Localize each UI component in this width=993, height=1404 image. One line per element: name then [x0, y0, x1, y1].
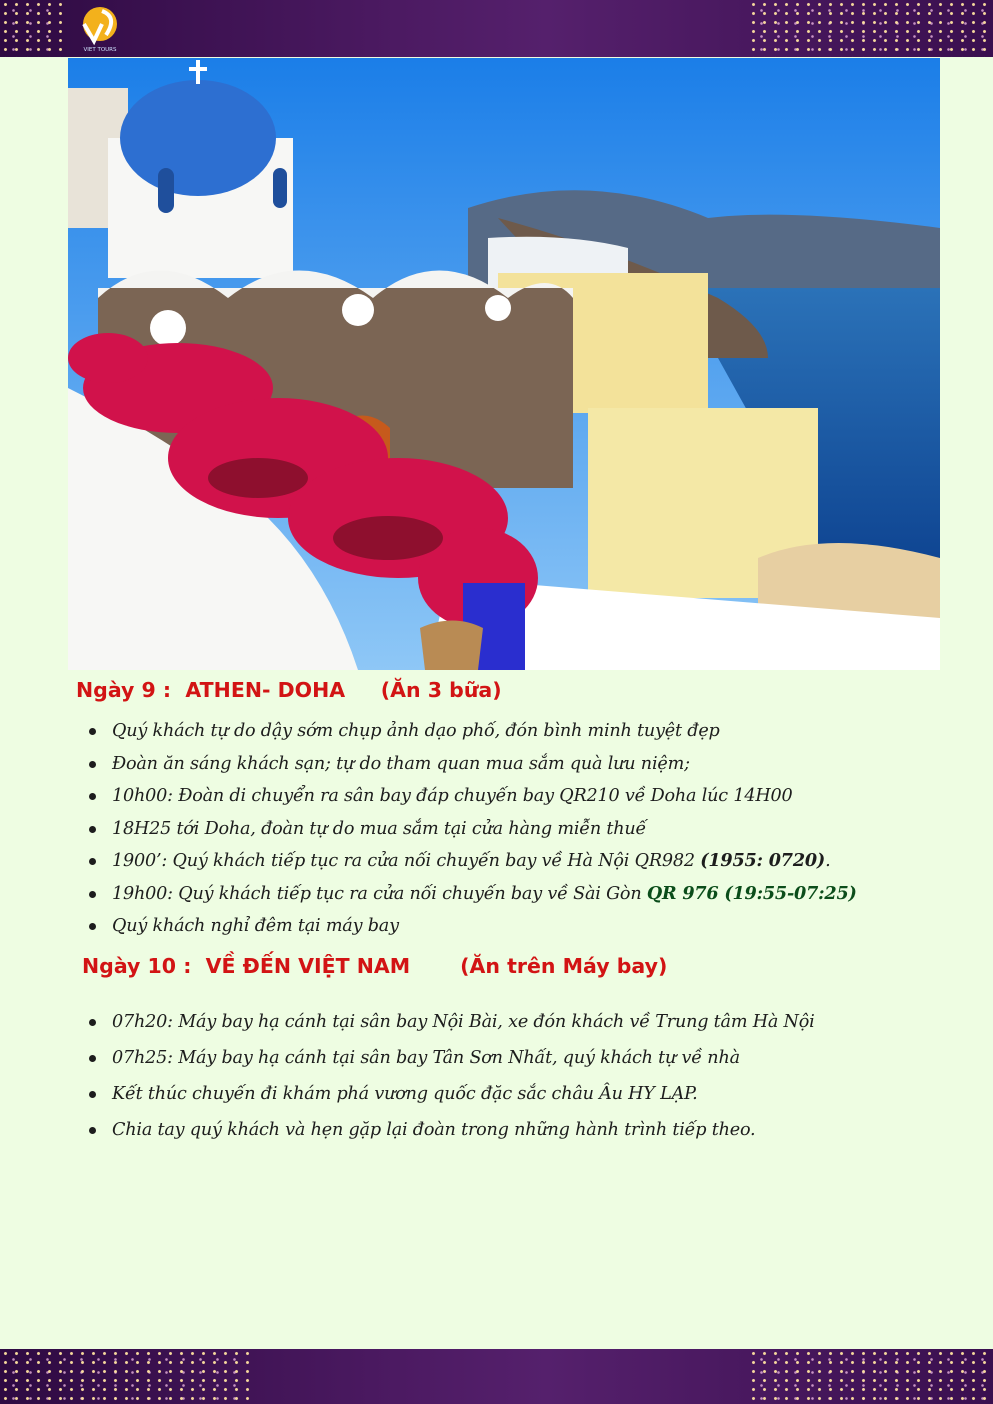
list-item	[84, 845, 857, 878]
string-lights-right	[748, 0, 993, 57]
list-item-text: 1900’: Quý khách tiếp tục ra cửa nối chuyến bay về Hà Nội QR982	[112, 851, 701, 871]
list-item: Kết thúc chuyến đi khám phá vương quốc đặc sắc châu Âu HY LẠP.	[84, 1076, 815, 1112]
list-item: 18H25 tới Doha, đoàn tự do mua sắm tại cửa hàng miễn thuế	[84, 813, 857, 846]
string-lights-left	[0, 0, 62, 57]
brand-logo	[72, 3, 128, 53]
string-lights-left	[0, 1349, 250, 1404]
day-10-itinerary-list	[84, 1004, 815, 1148]
flight-time-hanoi: (1955: 0720)	[700, 850, 826, 871]
list-item: 07h20: Máy bay hạ cánh tại sân bay Nội Bài, xe đón khách về Trung tâm Hà Nội	[84, 1004, 815, 1040]
list-item: 10h00: Đoàn di chuyển ra sân bay đáp chuyến bay QR210 về Doha lúc 14H00	[84, 780, 857, 813]
flight-number-saigon: QR 976 (19:55-07:25)	[646, 882, 857, 904]
list-item: Đoàn ăn sáng khách sạn; tự do tham quan mua sắm quà lưu niệm;	[84, 748, 857, 781]
footer-band	[0, 1349, 993, 1404]
day-9-itinerary-list	[84, 715, 857, 943]
header-band	[0, 0, 993, 57]
day-10-title: Ngày 10 : VỀ ĐẾN VIỆT NAM (Ăn trên Máy bay)	[82, 954, 668, 978]
list-item: 07h25: Máy bay hạ cánh tại sân bay Tân Sơn Nhất, quý khách tự về nhà	[84, 1040, 815, 1076]
list-item: Chia tay quý khách và hẹn gặp lại đoàn trong những hành trình tiếp theo.	[84, 1112, 815, 1148]
list-item-punctuation: .	[825, 851, 831, 871]
list-item: Quý khách nghỉ đêm tại máy bay	[84, 910, 857, 943]
list-item: Quý khách tự do dậy sớm chụp ảnh dạo phố, đón bình minh tuyệt đẹp	[84, 715, 857, 748]
list-item-text: 19h00: Quý khách tiếp tục ra cửa nối chuyến bay về Sài Gòn	[112, 883, 647, 904]
santorini-photo-illustration	[68, 58, 940, 670]
logo-subtext: VIET TOURS	[83, 47, 117, 53]
list-item	[84, 878, 857, 911]
string-lights-right	[748, 1349, 993, 1404]
day-9-title: Ngày 9 : ATHEN- DOHA (Ăn 3 bữa)	[76, 678, 502, 702]
santorini-photo	[68, 58, 940, 670]
